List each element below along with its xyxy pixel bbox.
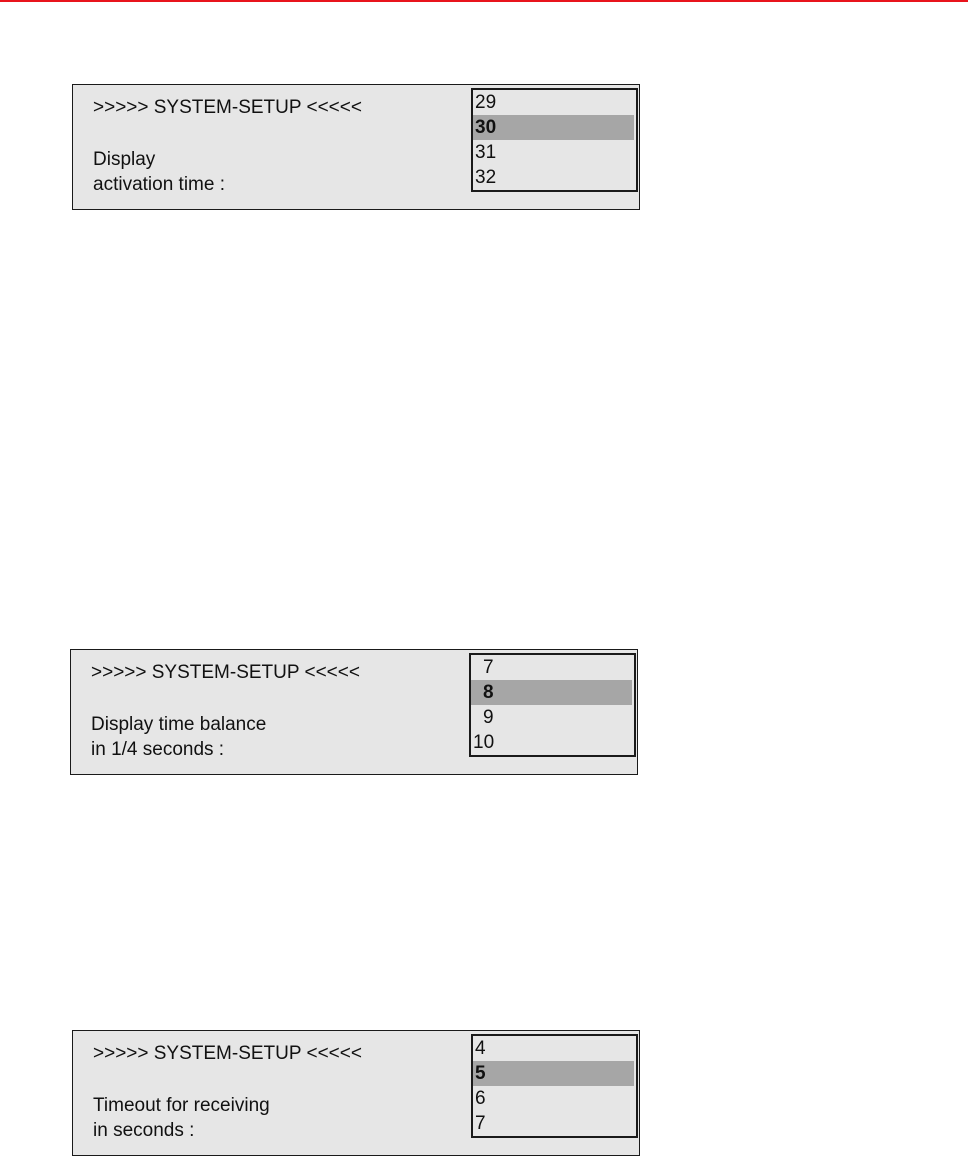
picker-option-selected[interactable]: 30	[473, 115, 634, 140]
setting-label-line: in 1/4 seconds :	[91, 739, 225, 760]
system-setup-screen-activation-time	[72, 84, 640, 210]
screen-header: >>>>> SYSTEM-SETUP <<<<<	[93, 97, 362, 118]
setting-label-line: Display time balance	[91, 714, 267, 735]
screen-header: >>>>> SYSTEM-SETUP <<<<<	[91, 662, 360, 683]
setting-label-line: in seconds :	[93, 1120, 195, 1141]
system-setup-screen-receive-timeout	[72, 1030, 640, 1156]
setting-label-line: Display	[93, 149, 156, 170]
value-picker[interactable]	[471, 88, 638, 192]
picker-option[interactable]: 31	[475, 142, 497, 163]
setting-label	[93, 147, 225, 197]
value-picker[interactable]	[471, 1034, 638, 1138]
setting-label	[91, 712, 266, 762]
picker-option[interactable]: 6	[475, 1088, 486, 1109]
picker-option[interactable]: 7	[483, 657, 494, 678]
picker-option[interactable]: 7	[475, 1113, 486, 1134]
picker-option[interactable]: 10	[473, 732, 495, 753]
picker-option[interactable]: 4	[475, 1038, 486, 1059]
picker-option[interactable]: 32	[475, 167, 497, 188]
picker-option-selected[interactable]: 5	[473, 1061, 634, 1086]
picker-option-selected[interactable]: 8	[471, 680, 632, 705]
screen-header: >>>>> SYSTEM-SETUP <<<<<	[93, 1043, 362, 1064]
top-divider-line	[0, 0, 968, 2]
value-picker[interactable]	[469, 653, 636, 757]
picker-option[interactable]: 9	[483, 707, 494, 728]
setting-label-line: Timeout for receiving	[93, 1095, 270, 1116]
system-setup-screen-time-balance	[70, 649, 638, 775]
setting-label	[93, 1093, 270, 1143]
picker-option[interactable]: 29	[475, 92, 497, 113]
setting-label-line: activation time :	[93, 174, 225, 195]
